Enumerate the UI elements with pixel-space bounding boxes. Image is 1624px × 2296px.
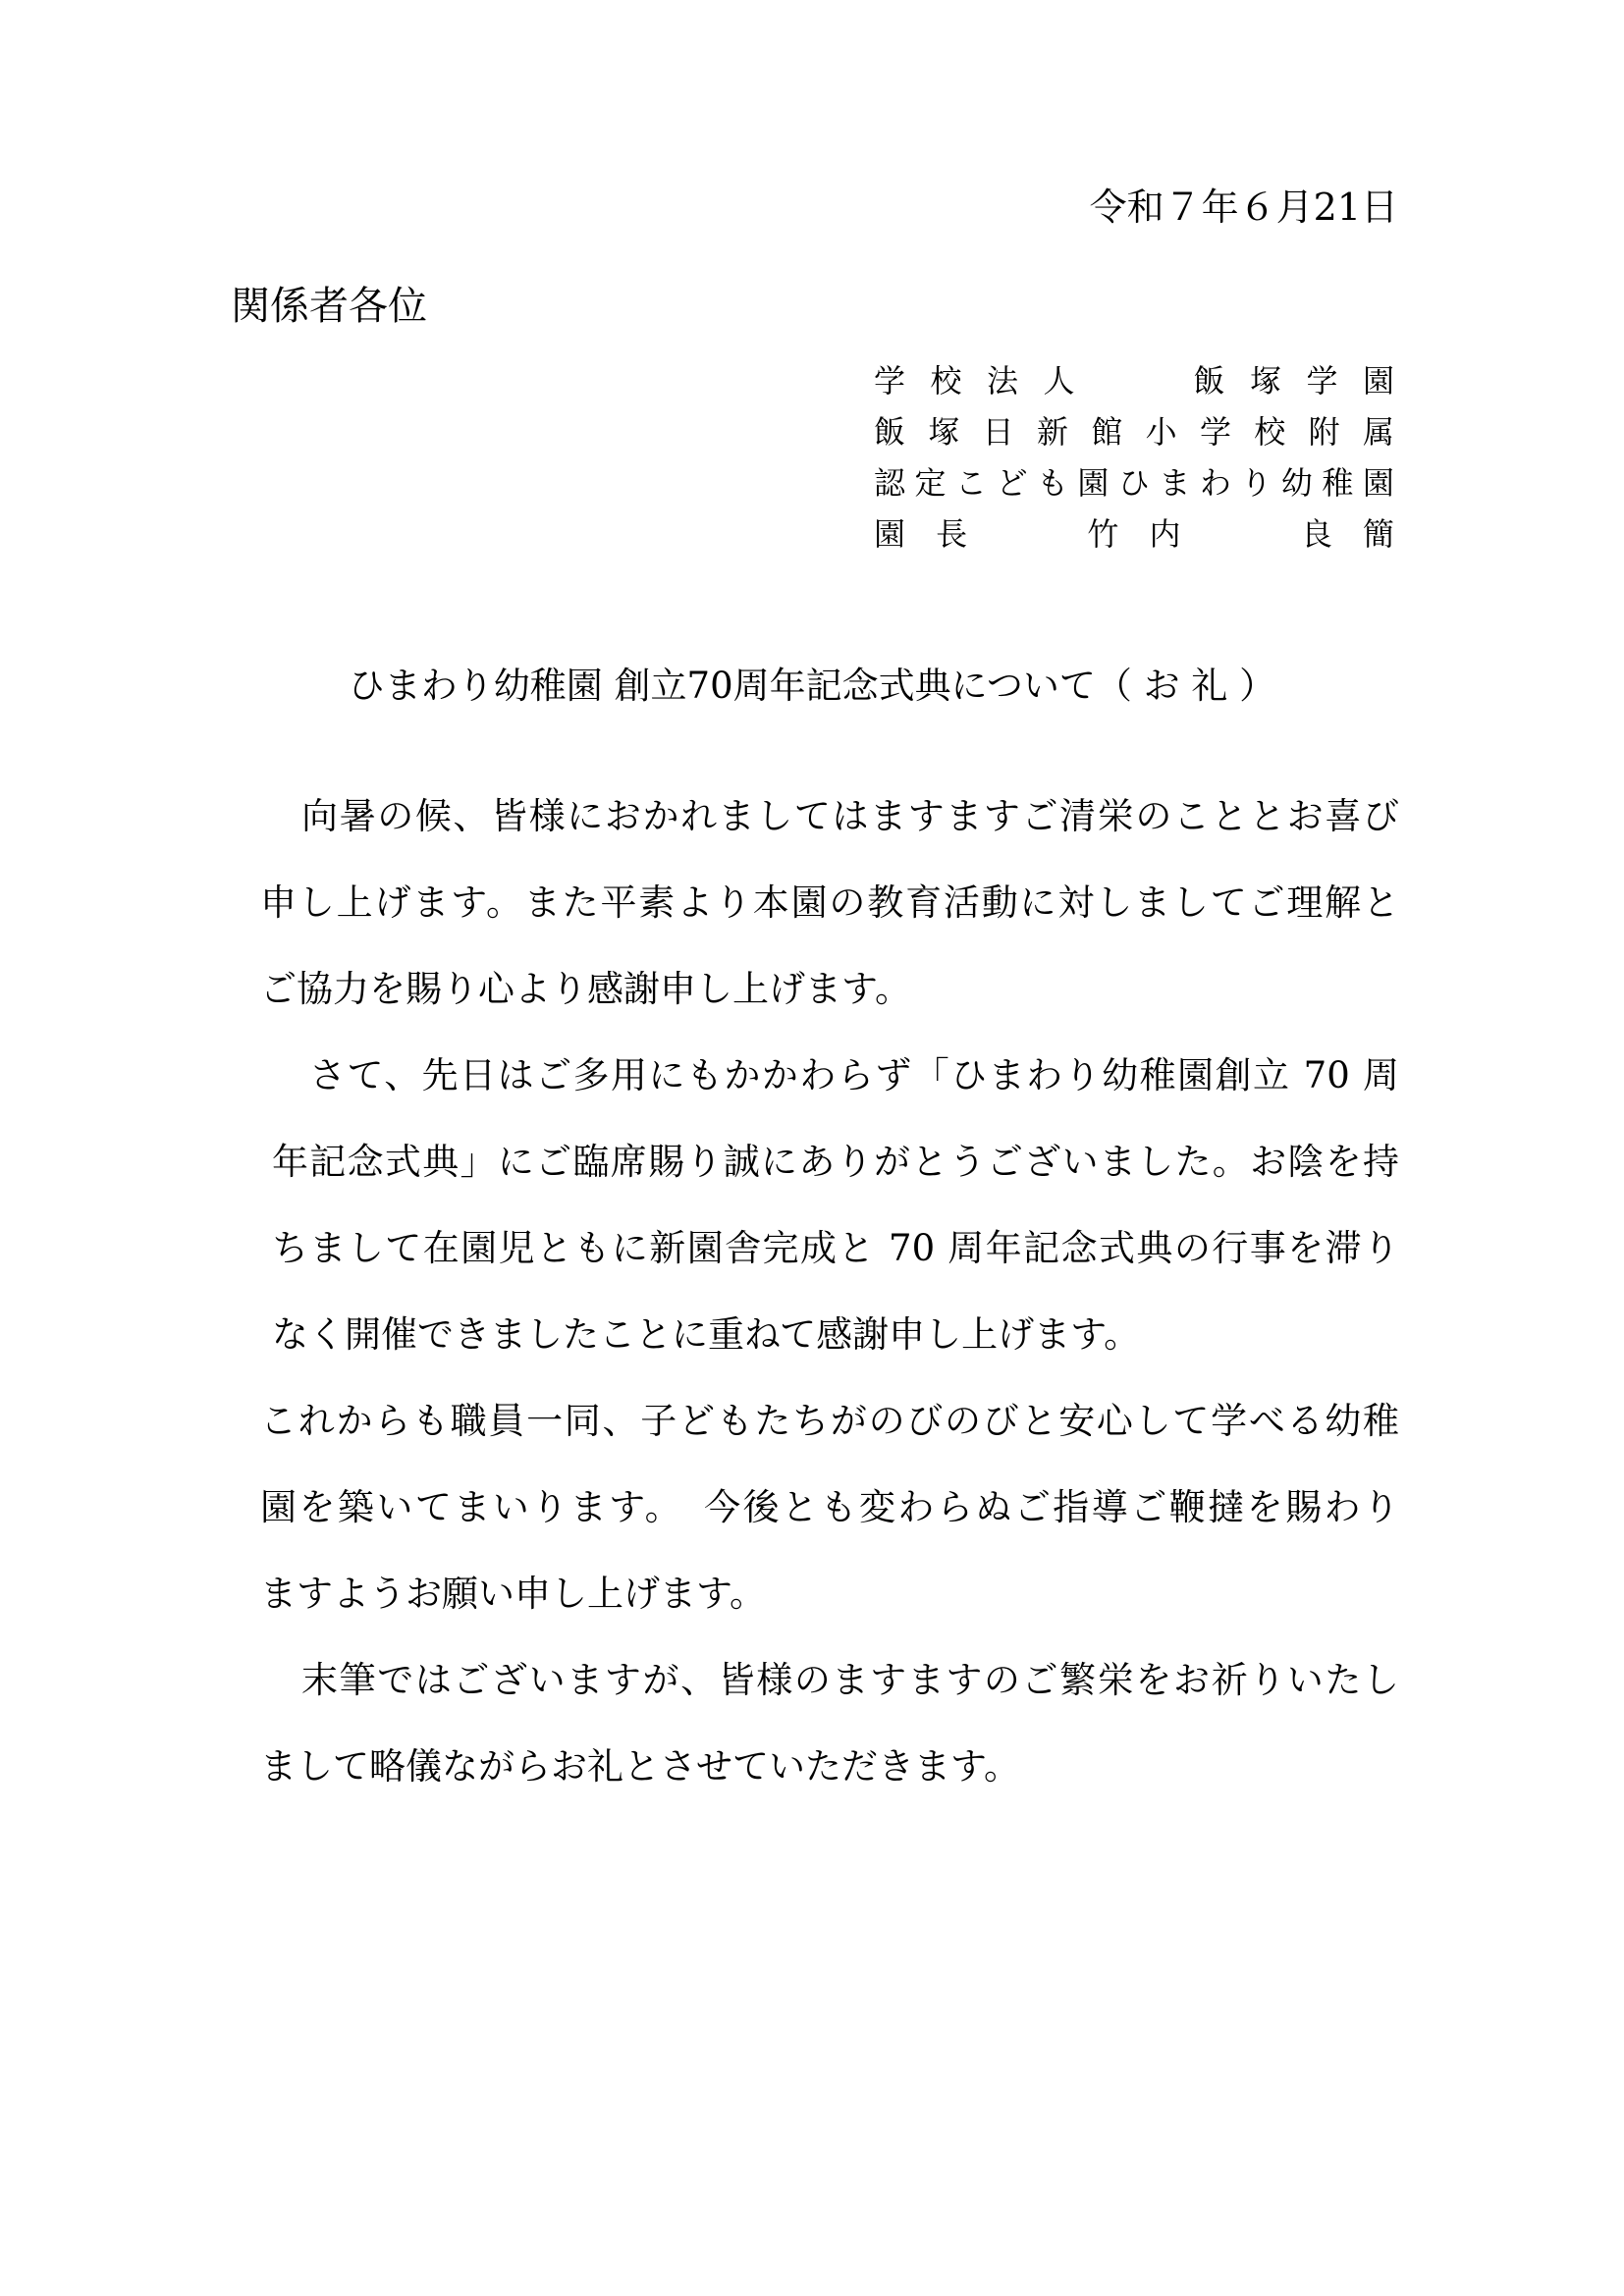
sender-char: 学 xyxy=(1306,362,1338,400)
sender-char: 属 xyxy=(1362,413,1394,451)
body-line: ちまして在園児ともに新園舎完成と 70 周年記念式典の行事を滞り xyxy=(272,1227,1399,1269)
sender-char: 稚 xyxy=(1322,464,1354,502)
sender-char: 飯 xyxy=(1193,362,1225,400)
sender-char: 簡 xyxy=(1362,515,1394,553)
sender-char: 飯 xyxy=(874,413,906,451)
sender-char: 園 xyxy=(1362,464,1394,502)
body-line: これからも職員一同、子どもたちがのびのびと安心して学べる幼稚 xyxy=(260,1400,1399,1442)
body-line: 園を築いてまいります。 今後とも変わらぬご指導ご鞭撻を賜わり xyxy=(260,1486,1399,1528)
sender-char: り xyxy=(1240,464,1272,502)
sender-char: 塚 xyxy=(1249,362,1281,400)
body-line: なく開催できましたことに重ねて感謝申し上げます。 xyxy=(272,1313,1141,1356)
sender-principal xyxy=(874,507,1394,558)
recipient-line: 関係者各位 xyxy=(231,284,427,329)
sender-char: 竹 xyxy=(1087,515,1119,553)
sender-char: 人 xyxy=(1043,362,1075,400)
sender-char: 園 xyxy=(1077,464,1110,502)
sender-char: こ xyxy=(954,464,987,502)
body-line: ますようお願い申し上げます。 xyxy=(260,1573,767,1615)
sender-char: 定 xyxy=(914,464,947,502)
body-line: ご協力を賜り心より感謝申し上げます。 xyxy=(260,968,912,1010)
sender-char: わ xyxy=(1199,464,1231,502)
sender-char: 新 xyxy=(1036,413,1068,451)
body-line: 年記念式典」にご臨席賜り誠にありがとうございました。お陰を持 xyxy=(272,1141,1399,1183)
sender-char: ど xyxy=(996,464,1028,502)
letter-body xyxy=(260,793,1399,1830)
sender-char: 幼 xyxy=(1280,464,1313,502)
sender-char: 園 xyxy=(874,515,906,553)
body-line: まして略儀ながらお礼とさせていただきます。 xyxy=(260,1745,1021,1788)
sender-kindergarten xyxy=(874,455,1394,507)
sender-char: 認 xyxy=(874,464,906,502)
sender-char: 校 xyxy=(930,362,962,400)
letter-title: ひまわり幼稚園 創立70周年記念式典について（ お 礼 ） xyxy=(348,665,1276,707)
body-line: 申し上げます。また平素より本園の教育活動に対しましてご理解と xyxy=(260,881,1399,924)
sender-char: 館 xyxy=(1091,413,1123,451)
letter-date: 令和７年６月21日 xyxy=(1089,186,1398,229)
body-line: 末筆ではございますが、皆様のますますのご繁栄をお祈りいたし xyxy=(301,1659,1399,1701)
sender-char: 園 xyxy=(1362,362,1394,400)
sender-organization xyxy=(874,353,1394,404)
sender-block xyxy=(874,353,1394,558)
sender-char: 小 xyxy=(1145,413,1177,451)
body-line: 向暑の候、皆様におかれましてはますますご清栄のこととお喜び xyxy=(301,795,1399,837)
body-line: さて、先日はご多用にもかかわらず「ひまわり幼稚園創立 70 周 xyxy=(309,1054,1399,1096)
sender-school xyxy=(874,404,1394,455)
sender-char: ま xyxy=(1159,464,1191,502)
sender-char: 校 xyxy=(1254,413,1286,451)
sender-char: 長 xyxy=(936,515,968,553)
sender-char: も xyxy=(1036,464,1068,502)
sender-char: 学 xyxy=(874,362,906,400)
sender-char: 学 xyxy=(1199,413,1231,451)
sender-char: 日 xyxy=(982,413,1014,451)
sender-char: 法 xyxy=(987,362,1019,400)
sender-char: ひ xyxy=(1117,464,1150,502)
sender-char: 内 xyxy=(1149,515,1181,553)
sender-char: 塚 xyxy=(928,413,960,451)
sender-char: 良 xyxy=(1300,515,1332,553)
sender-char: 附 xyxy=(1308,413,1340,451)
